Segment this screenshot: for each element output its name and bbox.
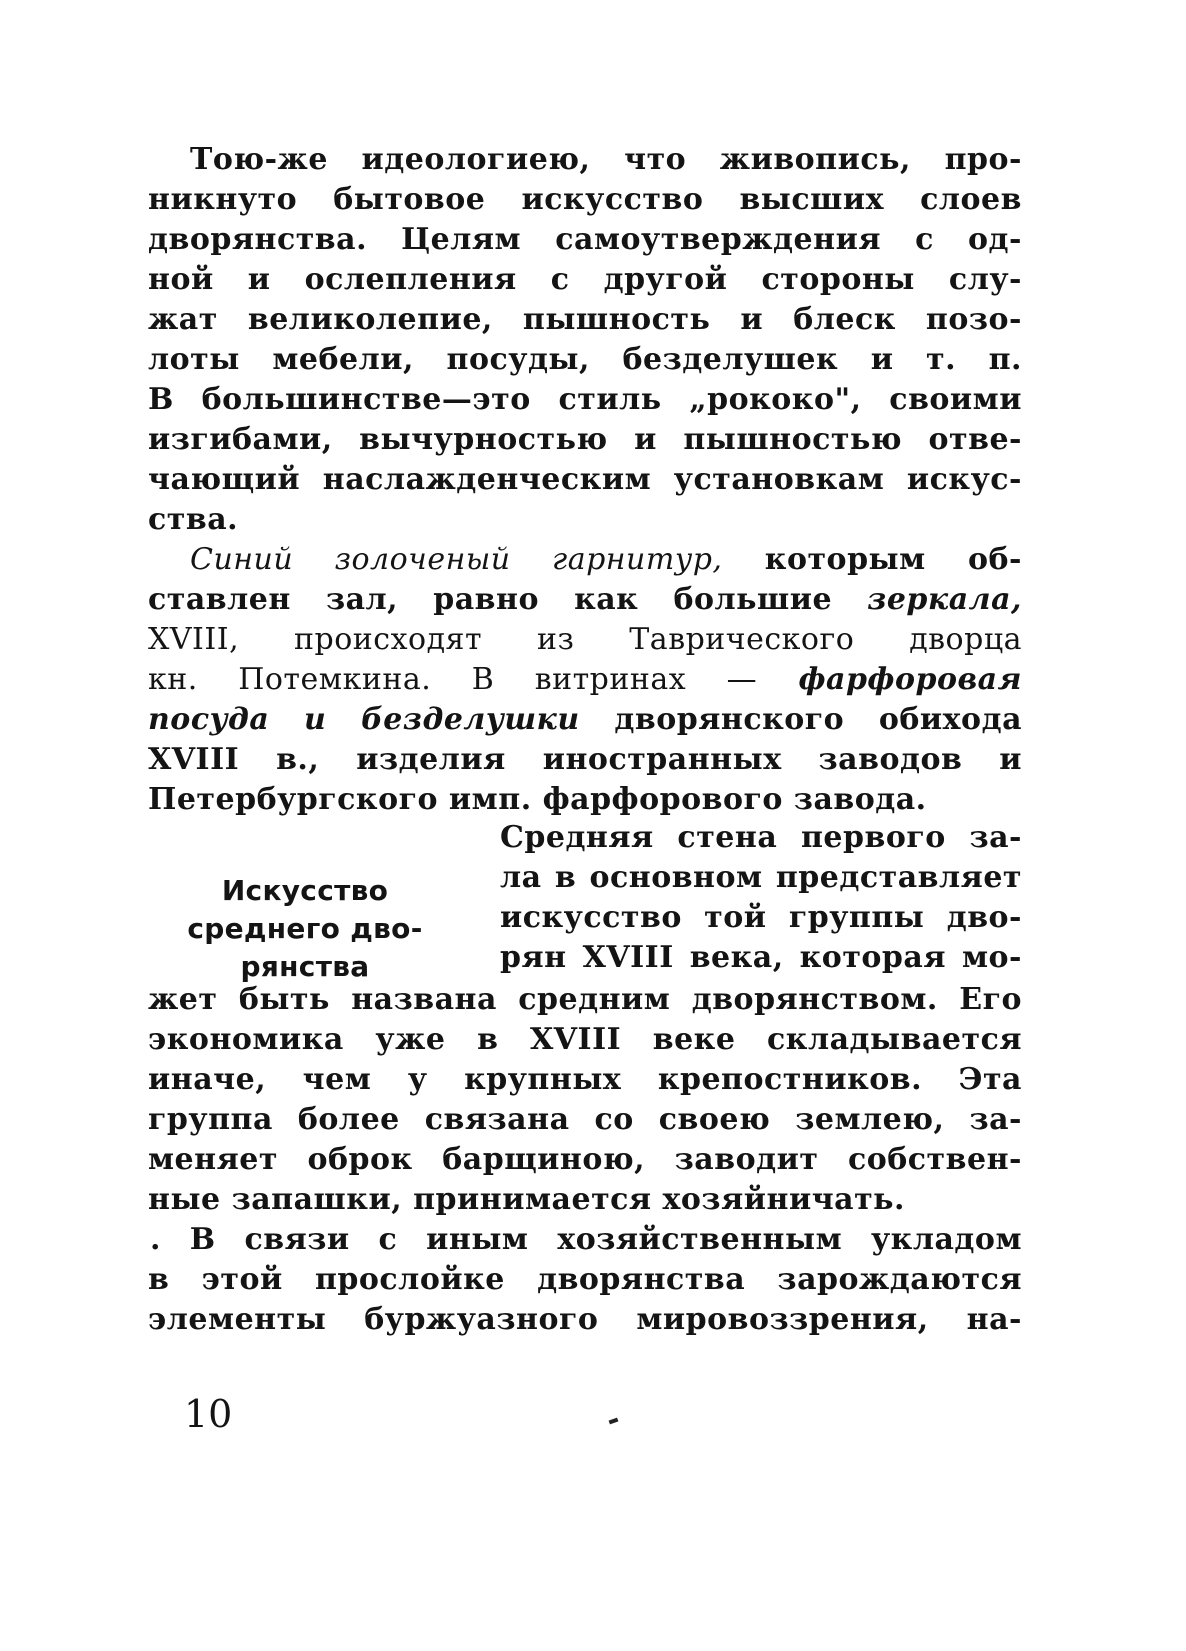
text-line: группа более связана со своею землею, за- xyxy=(148,1102,1022,1137)
text-line: лоты мебели, посуды, безделушек и т. п. xyxy=(148,342,1022,377)
text-line xyxy=(148,660,1022,700)
text-line: дворянства. Целям самоутверждения с од- xyxy=(148,222,1022,257)
side-heading-line: Искусство xyxy=(221,874,389,907)
text-line: . В связи с иным хозяйственным укладом xyxy=(150,1222,1022,1257)
text-line xyxy=(190,540,1022,580)
text-line: XVIII, происходят из Таврического дворца xyxy=(148,622,1022,657)
text-line: элементы буржуазного мировоззрения, на- xyxy=(148,1302,1022,1337)
text-line: Петербургского имп. фарфорового завода. xyxy=(148,782,927,817)
text-line: жат великолепие, пышность и блеск позо- xyxy=(148,302,1022,337)
text-line: В большинстве—это стиль „рококо", своими xyxy=(148,382,1022,417)
text-line: жет быть названа средним дворянством. Его xyxy=(148,982,1022,1017)
text-run: кн. Потемкина. В витринах — xyxy=(148,662,758,697)
text-line: ной и ослепления с другой стороны слу- xyxy=(148,262,1022,297)
page-number: 10 xyxy=(184,1392,233,1436)
side-heading-line: рянства xyxy=(240,950,370,983)
text-run: дворянского обихода xyxy=(614,702,1023,737)
text-line: изгибами, вычурностью и пышностью отве- xyxy=(148,422,1022,457)
ink-mark xyxy=(609,1418,619,1425)
text-line: экономика уже в XVIII веке складывается xyxy=(148,1022,1022,1057)
text-line xyxy=(148,580,1022,620)
text-line: Средняя стена первого за- xyxy=(500,820,1022,855)
text-line: рян XVIII века, которая мо- xyxy=(500,940,1022,975)
text-line: искусство той группы дво- xyxy=(500,900,1022,935)
text-line: XVIII в., изделия иностранных заводов и xyxy=(148,742,1022,777)
text-line: меняет оброк барщиною, заводит собствен- xyxy=(148,1142,1022,1177)
italic-phrase: посуда и безделушки xyxy=(148,702,580,737)
text-run: ставлен зал, равно как большие xyxy=(148,582,833,617)
text-line: чающий наслажденческим установкам искус- xyxy=(148,462,1022,497)
side-heading xyxy=(150,872,460,986)
italic-phrase: фарфоровая xyxy=(798,662,1022,697)
text-line: никнуто бытовое искусство высших слоев xyxy=(148,182,1022,217)
text-line: Тою-же идеологиею, что живопись, про- xyxy=(190,142,1022,177)
italic-phrase: зеркала, xyxy=(867,582,1022,617)
italic-phrase: Синий золоченый гарнитур, xyxy=(190,542,723,577)
text-run: которым об- xyxy=(764,542,1022,577)
text-line: ные запашки, принимается хозяйничать. xyxy=(148,1182,905,1217)
text-line: ла в основном представляет xyxy=(500,860,1022,895)
text-line: ства. xyxy=(148,502,239,537)
text-line: в этой прослойке дворянства зарождаются xyxy=(148,1262,1022,1297)
text-line xyxy=(148,700,1022,740)
text-line: иначе, чем у крупных крепостников. Эта xyxy=(148,1062,1022,1097)
side-heading-line: среднего дво- xyxy=(187,912,423,945)
